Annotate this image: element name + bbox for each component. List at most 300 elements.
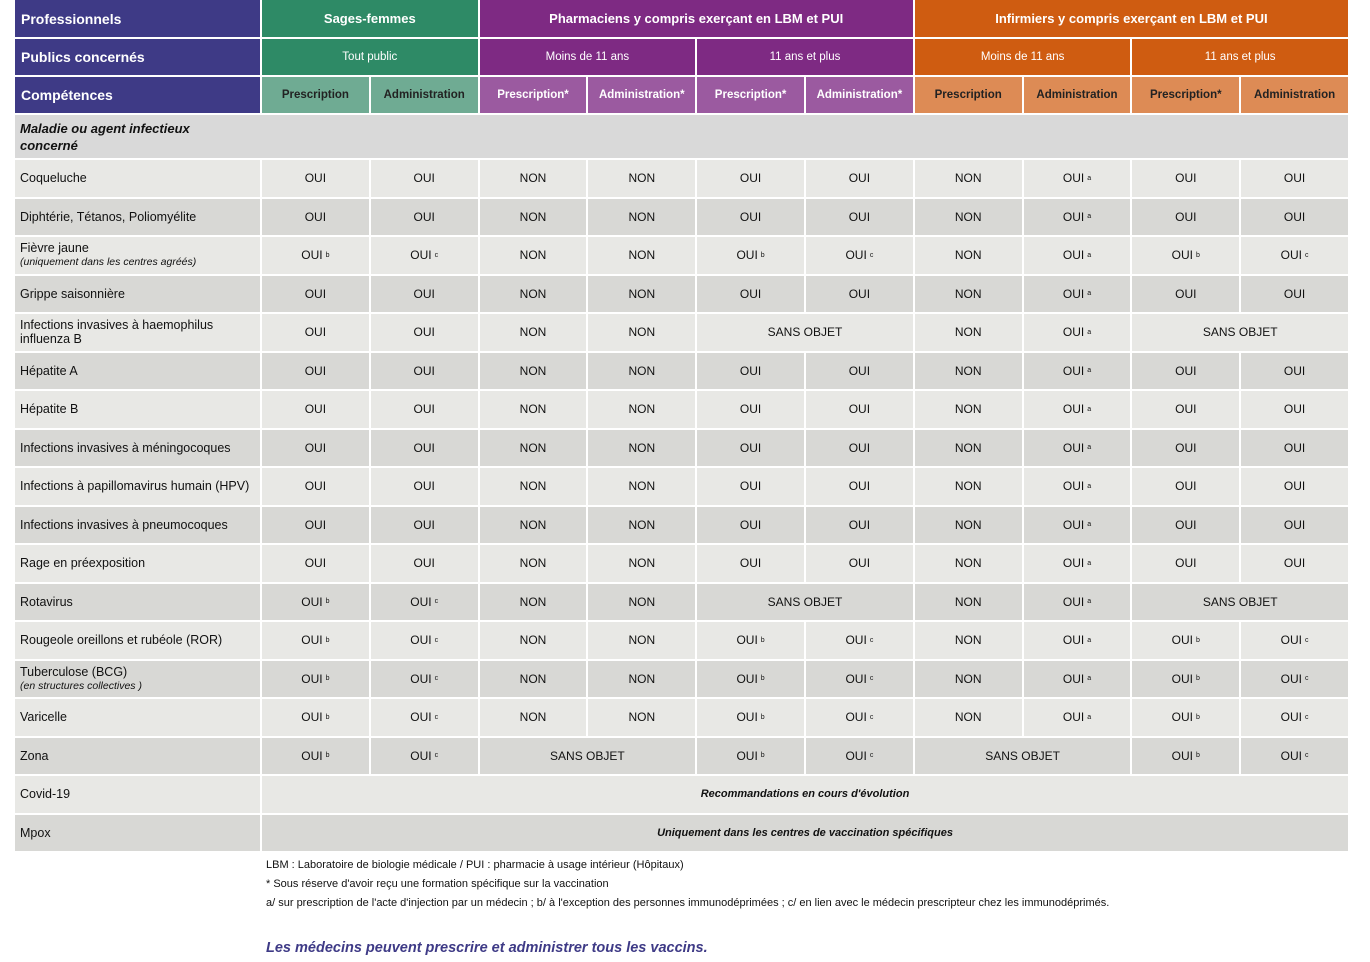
table-cell <box>480 160 589 199</box>
footnote-marker: c <box>1305 251 1309 259</box>
profession-group-header: Pharmaciens y compris exerçant en LBM et PUI <box>480 0 915 39</box>
cell-value: NON <box>519 209 547 224</box>
table-cell <box>806 545 915 584</box>
footnote-marker: c <box>434 675 439 683</box>
table-cell <box>480 276 589 315</box>
table-cell <box>806 468 915 507</box>
disease-label <box>15 276 262 315</box>
cell-value: OUI <box>304 479 327 494</box>
cell-value: OUI <box>413 479 435 494</box>
table-cell <box>480 314 589 353</box>
cell-value: NON <box>628 325 656 340</box>
cell-value: NON <box>519 171 547 186</box>
competence-header: Administration <box>1024 77 1133 115</box>
cell-value: OUI <box>1283 171 1306 186</box>
cell-value: OUI <box>304 402 327 417</box>
disease-label <box>15 507 262 546</box>
footnote-marker: c <box>434 251 439 259</box>
table-cell <box>697 507 806 546</box>
disease-name: Covid-19 <box>20 787 71 802</box>
footnote-marker: a <box>1087 444 1092 452</box>
spanning-note-text: Uniquement dans les centres de vaccination spécifiques <box>657 826 953 839</box>
cell-value: NON <box>954 556 982 571</box>
table-cell <box>1132 661 1241 700</box>
table-cell <box>915 199 1024 238</box>
disease-label <box>15 776 262 815</box>
cell-value: OUI <box>413 402 435 417</box>
footnote-marker: b <box>760 752 765 760</box>
table-cell <box>697 545 806 584</box>
cell-value: NON <box>628 671 656 686</box>
cell-value: OUI <box>301 748 323 763</box>
footnote-marker: b <box>760 713 765 721</box>
cell-value: OUI <box>845 671 867 686</box>
table-cell <box>915 699 1024 738</box>
table-cell <box>1132 199 1241 238</box>
table-cell <box>262 622 371 661</box>
cell-value: OUI <box>739 402 762 417</box>
public-header: Moins de 11 ans <box>915 39 1133 77</box>
cell-value: OUI <box>848 363 871 378</box>
table-cell <box>480 507 589 546</box>
table-cell <box>915 314 1024 353</box>
footnote-marker: c <box>1305 636 1309 644</box>
cell-value: OUI <box>845 748 867 763</box>
cell-value: OUI <box>1283 402 1306 417</box>
cell-value: OUI <box>1171 671 1193 686</box>
cell-value: OUI <box>1175 402 1197 417</box>
cell-value: OUI <box>301 671 323 686</box>
disease-label <box>15 430 262 469</box>
competence-header: Prescription* <box>480 77 589 115</box>
table-cell <box>588 430 697 469</box>
table-cell <box>806 353 915 392</box>
cell-value: OUI <box>845 710 867 725</box>
sans-objet-cell <box>480 738 698 777</box>
table-cell <box>262 545 371 584</box>
cell-value: OUI <box>304 517 327 532</box>
footnote-marker: c <box>434 598 439 606</box>
footnote-marker: a <box>1087 405 1092 413</box>
cell-value: OUI <box>1171 710 1193 725</box>
table-cell <box>1241 276 1350 315</box>
cell-value: OUI <box>304 440 327 455</box>
sans-objet-cell <box>1132 584 1350 623</box>
table-cell <box>262 199 371 238</box>
footnote-marker: b <box>325 713 330 721</box>
cell-value: OUI <box>413 171 435 186</box>
table-cell <box>1241 507 1350 546</box>
cell-value: NON <box>628 363 656 378</box>
cell-value: NON <box>628 556 656 571</box>
competence-header: Prescription* <box>697 77 806 115</box>
table-cell <box>915 237 1024 276</box>
footnote-marker: b <box>325 752 330 760</box>
disease-name: Rotavirus <box>20 594 73 609</box>
cell-value: NON <box>519 556 547 571</box>
table-cell <box>1241 545 1350 584</box>
table-cell <box>588 507 697 546</box>
cell-value: SANS OBJET <box>767 594 843 609</box>
disease-label <box>15 699 262 738</box>
table-cell <box>262 353 371 392</box>
table-cell <box>262 430 371 469</box>
public-header: 11 ans et plus <box>697 39 915 77</box>
cell-value: OUI <box>1175 479 1197 494</box>
cell-value: OUI <box>1280 633 1302 648</box>
competence-header: Administration <box>1241 77 1350 115</box>
cell-value: NON <box>519 402 547 417</box>
footnote-marker: c <box>869 636 874 644</box>
section-header <box>15 115 1350 160</box>
table-cell <box>588 314 697 353</box>
disease-name: Fièvre jaune <box>20 241 89 256</box>
footnote-marker: b <box>1196 752 1200 760</box>
table-cell <box>1241 391 1350 430</box>
cell-value: OUI <box>848 171 871 186</box>
table-cell <box>588 199 697 238</box>
cell-value: OUI <box>1175 440 1197 455</box>
table-cell <box>480 584 589 623</box>
table-cell <box>1024 314 1133 353</box>
cell-value: NON <box>519 479 547 494</box>
disease-label <box>15 545 262 584</box>
table-cell <box>588 622 697 661</box>
table-cell <box>1241 430 1350 469</box>
table-cell <box>915 160 1024 199</box>
table-cell <box>697 160 806 199</box>
section-label: Maladie ou agent infectieux concerné <box>20 120 190 153</box>
cell-value: OUI <box>304 209 327 224</box>
table-cell <box>371 314 480 353</box>
table-cell <box>480 545 589 584</box>
sans-objet-cell <box>697 314 915 353</box>
footnote-marker: c <box>434 752 439 760</box>
table-cell <box>480 237 589 276</box>
cell-value: OUI <box>1062 171 1085 186</box>
professionnels-label: Professionnels <box>15 0 262 39</box>
cell-value: OUI <box>848 479 871 494</box>
table-cell <box>588 545 697 584</box>
cell-value: OUI <box>1283 209 1306 224</box>
competence-header: Administration* <box>588 77 697 115</box>
publics-label: Publics concernés <box>15 39 262 77</box>
table-cell <box>1241 237 1350 276</box>
cell-value: OUI <box>736 248 758 263</box>
sans-objet-cell <box>697 584 915 623</box>
cell-value: OUI <box>304 363 327 378</box>
table-cell <box>1024 468 1133 507</box>
cell-value: OUI <box>1283 363 1306 378</box>
table-cell <box>480 430 589 469</box>
cell-value: NON <box>519 325 547 340</box>
footnote-training: * Sous réserve d'avoir reçu une formation spécifique sur la vaccination <box>266 878 609 890</box>
table-cell <box>697 353 806 392</box>
spanning-note <box>262 815 1350 854</box>
table-cell <box>480 199 589 238</box>
footnote-marker: c <box>434 713 439 721</box>
cell-value: OUI <box>848 556 871 571</box>
footnote-marker: a <box>1087 251 1092 259</box>
footnote-marker: c <box>869 251 874 259</box>
table-cell <box>371 199 480 238</box>
cell-value: OUI <box>1175 517 1197 532</box>
cell-value: NON <box>954 671 982 686</box>
table-cell <box>806 391 915 430</box>
table-cell <box>1132 391 1241 430</box>
cell-value: OUI <box>410 633 432 648</box>
table-cell <box>1241 622 1350 661</box>
public-header: 11 ans et plus <box>1132 39 1350 77</box>
cell-value: OUI <box>301 594 323 609</box>
table-cell <box>371 622 480 661</box>
table-cell <box>697 276 806 315</box>
cell-value: NON <box>628 209 656 224</box>
disease-note: (uniquement dans les centres agréés) <box>20 256 197 269</box>
cell-value: OUI <box>1062 286 1085 301</box>
table-cell <box>697 622 806 661</box>
disease-note: (en structures collectives ) <box>20 679 142 692</box>
cell-value: OUI <box>1283 517 1306 532</box>
table-cell <box>588 237 697 276</box>
doctors-note: Les médecins peuvent prescrire et administrer tous les vaccins. <box>266 940 708 956</box>
table-cell <box>1241 468 1350 507</box>
footnote-marker: b <box>1196 675 1200 683</box>
table-cell <box>697 699 806 738</box>
footnote-marker: b <box>325 598 330 606</box>
cell-value: NON <box>519 671 547 686</box>
table-cell <box>588 699 697 738</box>
table-cell <box>1024 545 1133 584</box>
table-cell <box>262 468 371 507</box>
footnote-marker: a <box>1087 174 1092 182</box>
cell-value: OUI <box>736 748 758 763</box>
cell-value: OUI <box>1062 402 1085 417</box>
table-cell <box>1024 430 1133 469</box>
cell-value: OUI <box>736 710 758 725</box>
table-cell <box>915 353 1024 392</box>
disease-label <box>15 468 262 507</box>
spanning-note-text: Recommandations en cours d'évolution <box>700 788 910 801</box>
cell-value: NON <box>628 517 656 532</box>
cell-value: OUI <box>736 633 758 648</box>
table-cell <box>1132 622 1241 661</box>
table-cell <box>371 430 480 469</box>
table-cell <box>1024 584 1133 623</box>
disease-label <box>15 661 262 700</box>
disease-label <box>15 391 262 430</box>
table-cell <box>588 353 697 392</box>
cell-value: OUI <box>1062 440 1085 455</box>
disease-name: Mpox <box>20 825 51 840</box>
cell-value: OUI <box>410 594 432 609</box>
cell-value: OUI <box>1062 671 1085 686</box>
footnote-marker: a <box>1087 559 1092 567</box>
footnote-marker: c <box>1305 713 1309 721</box>
cell-value: NON <box>519 363 547 378</box>
table-cell <box>371 468 480 507</box>
disease-name: Tuberculose (BCG) <box>20 664 128 679</box>
footnote-marker: a <box>1087 713 1092 721</box>
cell-value: OUI <box>736 671 758 686</box>
cell-value: NON <box>954 440 982 455</box>
table-cell <box>915 622 1024 661</box>
cell-value: NON <box>519 517 547 532</box>
footnote-marker: c <box>869 675 874 683</box>
table-cell <box>588 276 697 315</box>
table-cell <box>697 738 806 777</box>
table-cell <box>1241 699 1350 738</box>
cell-value: OUI <box>304 556 327 571</box>
table-cell <box>697 661 806 700</box>
cell-value: OUI <box>1283 479 1306 494</box>
table-cell <box>1241 199 1350 238</box>
cell-value: OUI <box>1062 479 1085 494</box>
cell-value: OUI <box>1283 286 1306 301</box>
cell-value: OUI <box>1062 710 1085 725</box>
cell-value: NON <box>519 248 547 263</box>
footnote-marker: a <box>1087 290 1092 298</box>
cell-value: NON <box>954 171 982 186</box>
table-cell <box>1024 276 1133 315</box>
table-cell <box>697 391 806 430</box>
table-cell <box>1024 622 1133 661</box>
table-cell <box>806 430 915 469</box>
table-cell <box>262 507 371 546</box>
sans-objet-cell <box>1132 314 1350 353</box>
cell-value: NON <box>628 171 656 186</box>
footnote-marker: b <box>325 675 330 683</box>
table-cell <box>806 661 915 700</box>
table-cell <box>371 353 480 392</box>
footnote-marker: b <box>1196 713 1200 721</box>
competences-label: Compétences <box>15 77 262 115</box>
table-cell <box>588 468 697 507</box>
table-cell <box>1132 468 1241 507</box>
cell-value: OUI <box>304 325 327 340</box>
table-cell <box>915 468 1024 507</box>
table-cell <box>588 160 697 199</box>
cell-value: OUI <box>1062 517 1085 532</box>
cell-value: NON <box>628 286 656 301</box>
table-cell <box>262 661 371 700</box>
cell-value: NON <box>628 402 656 417</box>
cell-value: NON <box>954 209 982 224</box>
footnote-marker: c <box>869 752 874 760</box>
public-header: Moins de 11 ans <box>480 39 698 77</box>
table-cell <box>371 391 480 430</box>
cell-value: OUI <box>1171 748 1193 763</box>
cell-value: OUI <box>739 363 762 378</box>
table-cell <box>371 507 480 546</box>
table-cell <box>915 507 1024 546</box>
table-cell <box>697 237 806 276</box>
table-cell <box>262 699 371 738</box>
competence-header: Administration* <box>806 77 915 115</box>
table-cell <box>1132 276 1241 315</box>
cell-value: NON <box>954 402 982 417</box>
cell-value: OUI <box>739 209 762 224</box>
footnote-marker: a <box>1087 521 1092 529</box>
table-cell <box>371 661 480 700</box>
cell-value: OUI <box>1283 440 1306 455</box>
table-cell <box>806 160 915 199</box>
table-cell <box>371 699 480 738</box>
cell-value: OUI <box>1280 671 1302 686</box>
table-cell <box>262 314 371 353</box>
disease-label <box>15 353 262 392</box>
table-cell <box>915 661 1024 700</box>
cell-value: OUI <box>739 479 762 494</box>
cell-value: OUI <box>410 710 432 725</box>
cell-value: SANS OBJET <box>1202 594 1278 609</box>
cell-value: OUI <box>739 171 762 186</box>
cell-value: SANS OBJET <box>767 325 843 340</box>
cell-value: NON <box>628 633 656 648</box>
disease-name: Infections à papillomavirus humain (HPV) <box>20 479 250 494</box>
cell-value: OUI <box>413 440 435 455</box>
cell-value: OUI <box>848 209 871 224</box>
table-cell <box>1132 353 1241 392</box>
table-cell <box>806 622 915 661</box>
cell-value: NON <box>954 517 982 532</box>
table-cell <box>262 237 371 276</box>
footnote-marker: b <box>760 675 765 683</box>
cell-value: OUI <box>1175 209 1197 224</box>
table-cell <box>262 160 371 199</box>
disease-name: Grippe saisonnière <box>20 286 125 301</box>
disease-label <box>15 584 262 623</box>
footnote-marker: b <box>1196 636 1200 644</box>
footnote-marker: b <box>325 251 330 259</box>
table-cell <box>1024 661 1133 700</box>
table-cell <box>915 276 1024 315</box>
cell-value: OUI <box>413 325 435 340</box>
table-cell <box>1241 353 1350 392</box>
cell-value: NON <box>519 710 547 725</box>
cell-value: OUI <box>1062 556 1085 571</box>
footnote-marker: c <box>434 636 439 644</box>
cell-value: OUI <box>304 171 327 186</box>
disease-name: Infections invasives à méningocoques <box>20 440 231 455</box>
disease-label <box>15 237 262 276</box>
cell-value: OUI <box>739 286 762 301</box>
cell-value: OUI <box>1280 748 1302 763</box>
table-cell <box>588 661 697 700</box>
footnote-marker: a <box>1087 328 1092 336</box>
table-cell <box>1132 507 1241 546</box>
footnote-marker: b <box>760 636 765 644</box>
disease-name: Infections invasives à haemophilus influenza B <box>20 318 214 347</box>
cell-value: OUI <box>413 363 435 378</box>
table-cell <box>588 584 697 623</box>
cell-value: OUI <box>848 286 871 301</box>
cell-value: NON <box>519 286 547 301</box>
disease-name: Varicelle <box>20 710 68 725</box>
table-cell <box>806 699 915 738</box>
table-cell <box>697 199 806 238</box>
table-cell <box>371 738 480 777</box>
competence-header: Prescription <box>915 77 1024 115</box>
sans-objet-cell <box>915 738 1133 777</box>
table-cell <box>480 353 589 392</box>
footnote-marker: c <box>1305 675 1309 683</box>
table-cell <box>1241 738 1350 777</box>
disease-name: Hépatite A <box>20 363 78 378</box>
cell-value: OUI <box>1062 633 1085 648</box>
footnote-marker: a <box>1087 367 1092 375</box>
footnote-conditions: a/ sur prescription de l'acte d'injection par un médecin ; b/ à l'exception des personnes immunodéprimées ; c/ en lien avec le médecin prescripteur chez les immunodéprimés. <box>266 897 1110 909</box>
